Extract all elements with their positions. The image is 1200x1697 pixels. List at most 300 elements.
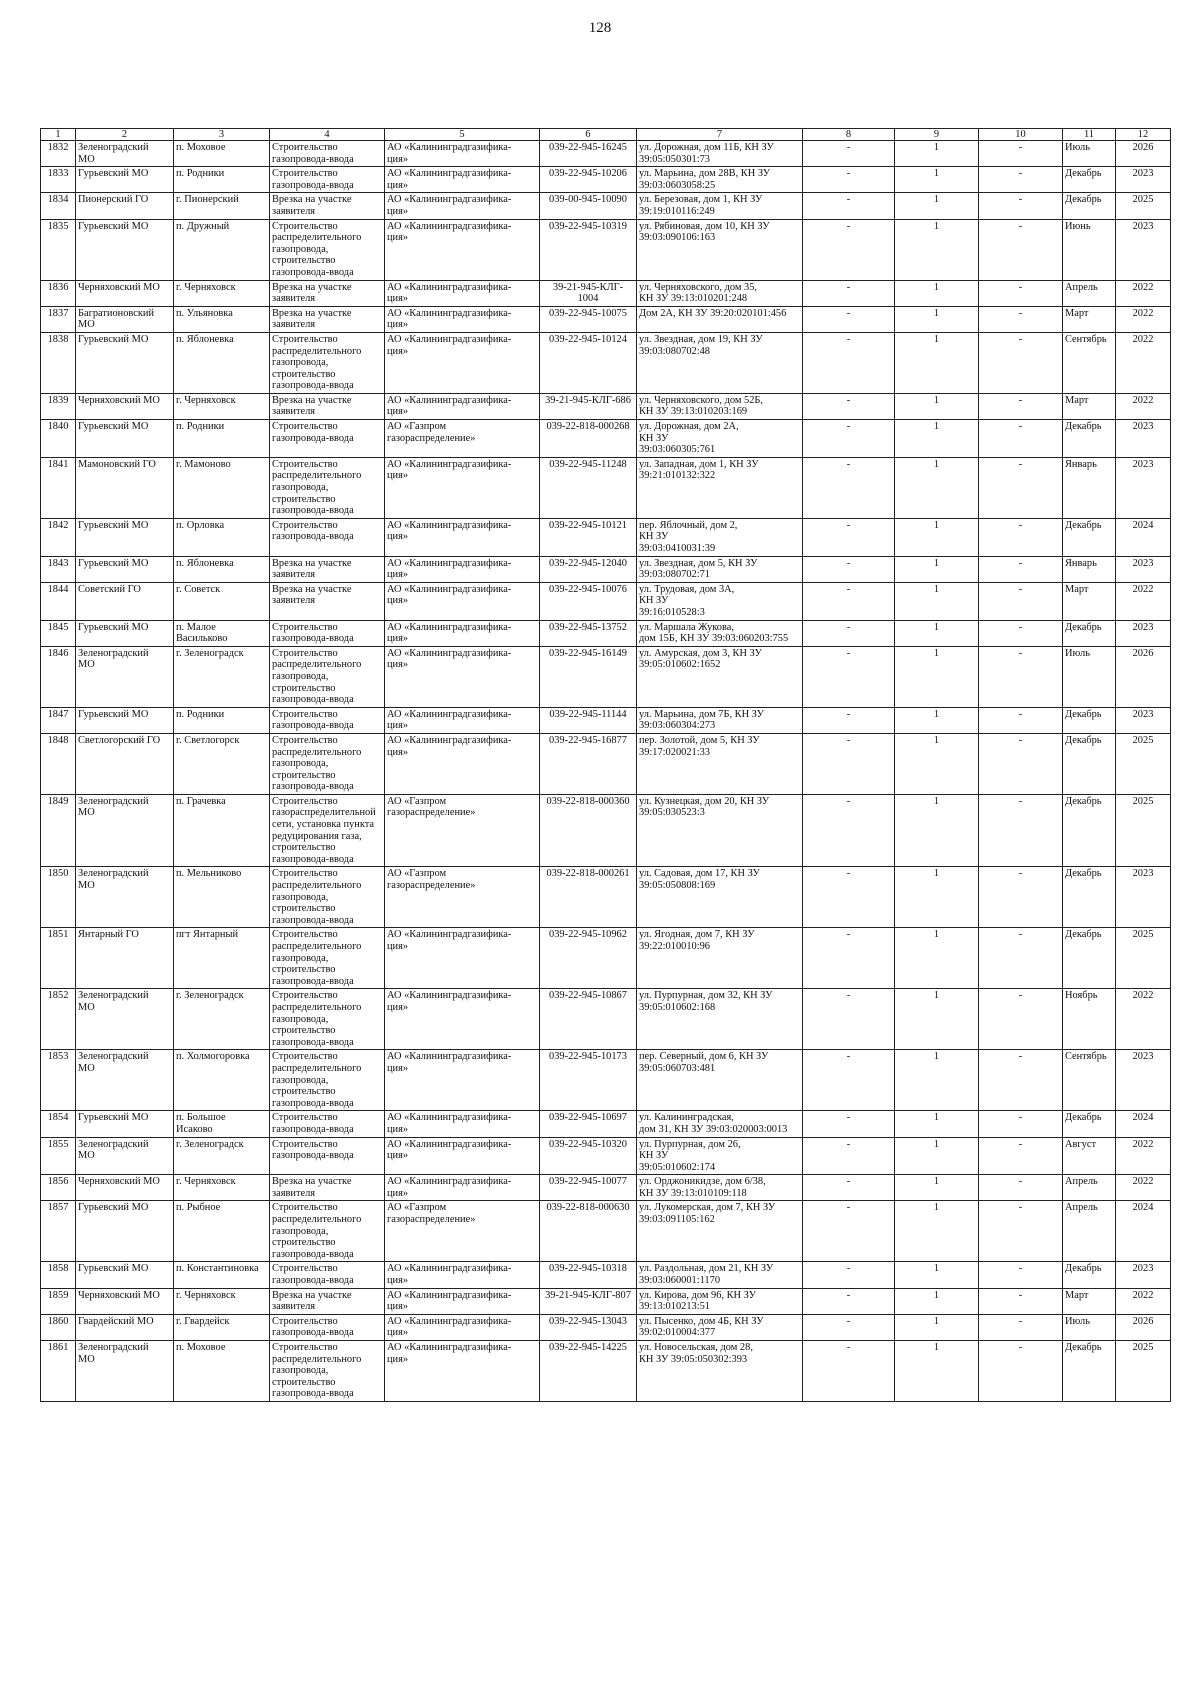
col10-cell: -	[979, 556, 1063, 582]
organization-cell	[385, 167, 540, 193]
settlement-cell	[174, 1111, 270, 1137]
cell-line: распределительного	[272, 1001, 362, 1013]
table-row	[41, 733, 1171, 794]
address-cell	[637, 457, 803, 518]
col10-cell: -	[979, 393, 1063, 419]
settlement-cell	[174, 556, 270, 582]
cell-line: п. Яблоневка	[176, 333, 234, 345]
table-row	[41, 928, 1171, 989]
cell-line: Гурьевский МО	[78, 621, 149, 633]
col8-cell: -	[803, 1137, 895, 1175]
cell-line: АО «Калининградгазифика-	[387, 307, 512, 319]
cell-line: г. Зеленоградск	[176, 990, 244, 1002]
request-code-cell: 039-22-945-12040	[540, 556, 637, 582]
table-row	[41, 1137, 1171, 1175]
cell-line: Врезка на участке	[272, 307, 352, 319]
cell-line: п. Рыбное	[176, 1202, 221, 1214]
address-cell	[637, 393, 803, 419]
cell-line: г. Светлогорск	[176, 734, 240, 746]
year-cell: 2025	[1116, 794, 1171, 867]
settlement-cell	[174, 733, 270, 794]
work-type-cell	[270, 420, 385, 458]
cell-line: п. Холмогоровка	[176, 1051, 250, 1063]
col8-cell: -	[803, 420, 895, 458]
year-cell: 2022	[1116, 280, 1171, 306]
year-cell: 2022	[1116, 1137, 1171, 1175]
district-cell	[76, 457, 174, 518]
cell-line: ул. Орджоникидзе, дом 6/38,	[639, 1176, 766, 1188]
request-code-cell: 039-00-945-10090	[540, 193, 637, 219]
column-header: 10	[979, 129, 1063, 141]
cell-line: 39:03:0410031:39	[639, 543, 716, 554]
district-cell	[76, 646, 174, 707]
col9-cell: 1	[895, 582, 979, 620]
col9-cell: 1	[895, 141, 979, 167]
cell-line: ул. Садовая, дом 17, КН ЗУ	[639, 868, 760, 880]
organization-cell	[385, 1201, 540, 1262]
settlement-cell	[174, 1288, 270, 1314]
table-row	[41, 1175, 1171, 1201]
request-code-cell: 039-22-818-000261	[540, 867, 637, 928]
settlement-cell	[174, 306, 270, 332]
col10-cell: -	[979, 457, 1063, 518]
settlement-cell	[174, 219, 270, 280]
address-cell	[637, 1314, 803, 1340]
cell-line: ул. Пурпурная, дом 32, КН ЗУ	[639, 990, 773, 1002]
cell-line: 39:13:010213:51	[639, 1301, 711, 1313]
month-cell: Ноябрь	[1063, 989, 1116, 1050]
district-cell	[76, 556, 174, 582]
cell-line: ул. Пысенко, дом 4Б, КН ЗУ	[639, 1315, 764, 1327]
col8-cell: -	[803, 1201, 895, 1262]
work-type-cell	[270, 219, 385, 280]
cell-line: МО	[78, 319, 95, 331]
page-number: 128	[588, 20, 612, 36]
cell-line: АО «Калининградгазифика-	[387, 333, 512, 345]
cell-line: Строительство	[272, 1315, 338, 1327]
cell-line: строительство	[272, 1025, 336, 1037]
cell-line: газопровода-ввода	[272, 266, 354, 278]
row-number: 1837	[41, 306, 76, 332]
organization-cell	[385, 1262, 540, 1288]
cell-line: ул. Звездная, дом 19, КН ЗУ	[639, 333, 763, 345]
year-cell: 2023	[1116, 420, 1171, 458]
cell-line: КН ЗУ 39:05:050302:393	[639, 1353, 748, 1365]
address-cell	[637, 1201, 803, 1262]
cell-line: заявителя	[272, 319, 316, 331]
cell-line: г. Гвардейск	[176, 1315, 230, 1327]
work-type-cell	[270, 733, 385, 794]
address-cell	[637, 1111, 803, 1137]
cell-line: газопровода,	[272, 1225, 329, 1237]
cell-line: АО «Газпром	[387, 868, 447, 880]
row-number: 1843	[41, 556, 76, 582]
column-header: 12	[1116, 129, 1171, 141]
request-code-cell: 39-21-945-КЛГ-807	[540, 1288, 637, 1314]
district-cell	[76, 1262, 174, 1288]
cell-line: ция»	[387, 1001, 409, 1013]
address-cell	[637, 219, 803, 280]
cell-line: п. Орловка	[176, 519, 225, 531]
address-cell	[637, 167, 803, 193]
request-code-cell: 039-22-945-10320	[540, 1137, 637, 1175]
cell-line: КН ЗУ	[639, 432, 669, 444]
work-type-cell	[270, 707, 385, 733]
organization-cell	[385, 393, 540, 419]
cell-line: ул. Новосельская, дом 28,	[639, 1342, 753, 1353]
cell-line: ул. Дорожная, дом 2А,	[639, 421, 739, 433]
request-code-cell: 039-22-945-10076	[540, 582, 637, 620]
cell-line: пгт Янтарный	[176, 929, 239, 941]
col10-cell: -	[979, 1175, 1063, 1201]
cell-line: 39:03:060305:761	[639, 444, 716, 456]
col8-cell: -	[803, 1288, 895, 1314]
cell-line: АО «Калининградгазифика-	[387, 1112, 512, 1124]
cell-line: МО	[78, 880, 95, 892]
cell-line: МО	[78, 1353, 95, 1365]
cell-line: ция»	[387, 1275, 409, 1287]
table-row	[41, 193, 1171, 219]
cell-line: распределительного	[272, 1214, 362, 1226]
year-cell: 2024	[1116, 1201, 1171, 1262]
cell-line: Зеленоградский	[78, 142, 149, 153]
col10-cell: -	[979, 1262, 1063, 1288]
cell-line: 39:17:020021:33	[639, 746, 711, 758]
cell-line: ул. Звездная, дом 5, КН ЗУ	[639, 557, 758, 569]
district-cell	[76, 1341, 174, 1402]
year-cell: 2025	[1116, 928, 1171, 989]
col8-cell: -	[803, 193, 895, 219]
cell-line: заявителя	[272, 569, 316, 581]
month-cell: Декабрь	[1063, 794, 1116, 867]
cell-line: заявителя	[272, 293, 316, 305]
year-cell: 2022	[1116, 332, 1171, 393]
year-cell: 2022	[1116, 1175, 1171, 1201]
work-type-cell	[270, 556, 385, 582]
row-number: 1842	[41, 518, 76, 556]
settlement-cell	[174, 457, 270, 518]
col8-cell: -	[803, 646, 895, 707]
address-cell	[637, 867, 803, 928]
col9-cell: 1	[895, 989, 979, 1050]
col10-cell: -	[979, 646, 1063, 707]
cell-line: АО «Калининградгазифика-	[387, 1176, 512, 1188]
organization-cell	[385, 620, 540, 646]
cell-line: МО	[78, 1150, 95, 1162]
cell-line: ция»	[387, 345, 409, 357]
cell-line: ция»	[387, 232, 409, 244]
column-header: 4	[270, 129, 385, 141]
cell-line: ция»	[387, 746, 409, 758]
address-cell	[637, 1137, 803, 1175]
cell-line: газопровода-ввода	[272, 380, 354, 392]
col8-cell: -	[803, 167, 895, 193]
cell-line: ция»	[387, 1150, 409, 1162]
settlement-cell	[174, 393, 270, 419]
table-row	[41, 332, 1171, 393]
table-row	[41, 167, 1171, 193]
settlement-cell	[174, 332, 270, 393]
row-number: 1835	[41, 219, 76, 280]
year-cell: 2024	[1116, 1111, 1171, 1137]
address-cell	[637, 332, 803, 393]
cell-line: г. Зеленоградск	[176, 1138, 244, 1150]
col10-cell: -	[979, 733, 1063, 794]
col9-cell: 1	[895, 219, 979, 280]
cell-line: 39:22:010010:96	[639, 941, 711, 952]
work-type-cell	[270, 1341, 385, 1402]
settlement-cell	[174, 193, 270, 219]
cell-line: г. Черняховск	[176, 1176, 236, 1188]
cell-line: распределительного	[272, 232, 362, 244]
cell-line: газопровода-ввода	[272, 720, 354, 732]
district-cell	[76, 1111, 174, 1137]
cell-line: Зеленоградский	[78, 1342, 149, 1353]
cell-line: 39:03:080702:71	[639, 569, 711, 581]
cell-line: ция»	[387, 470, 409, 482]
cell-line: распределительного	[272, 941, 362, 952]
district-cell	[76, 141, 174, 167]
address-cell	[637, 646, 803, 707]
table-row	[41, 306, 1171, 332]
cell-line: Строительство	[272, 990, 338, 1002]
cell-line: 39:05:010602:174	[639, 1161, 716, 1173]
address-cell	[637, 1262, 803, 1288]
organization-cell	[385, 332, 540, 393]
work-type-cell	[270, 1201, 385, 1262]
year-cell: 2026	[1116, 141, 1171, 167]
column-header: 3	[174, 129, 270, 141]
col10-cell: -	[979, 1050, 1063, 1111]
column-header: 7	[637, 129, 803, 141]
cell-line: Черняховский МО	[78, 394, 160, 406]
month-cell: Декабрь	[1063, 167, 1116, 193]
cell-line: ция»	[387, 1187, 409, 1199]
month-cell: Декабрь	[1063, 707, 1116, 733]
settlement-cell	[174, 620, 270, 646]
cell-line: АО «Калининградгазифика-	[387, 929, 512, 941]
month-cell: Июль	[1063, 646, 1116, 707]
cell-line: Строительство	[272, 421, 338, 433]
col9-cell: 1	[895, 457, 979, 518]
district-cell	[76, 620, 174, 646]
cell-line: Исаково	[176, 1123, 213, 1135]
cell-line: Гурьевский МО	[78, 708, 149, 720]
row-number: 1858	[41, 1262, 76, 1288]
cell-line: ция»	[387, 633, 409, 645]
cell-line: 39:03:0603058:25	[639, 179, 716, 191]
cell-line: АО «Калининградгазифика-	[387, 1315, 512, 1327]
cell-line: газопровода-ввода	[272, 1388, 354, 1400]
column-header: 5	[385, 129, 540, 141]
district-cell	[76, 867, 174, 928]
request-code-cell: 039-22-818-000268	[540, 420, 637, 458]
cell-line: АО «Калининградгазифика-	[387, 142, 512, 153]
col10-cell: -	[979, 518, 1063, 556]
year-cell: 2025	[1116, 193, 1171, 219]
address-cell	[637, 518, 803, 556]
table-row	[41, 989, 1171, 1050]
organization-cell	[385, 1111, 540, 1137]
cell-line: АО «Калининградгазифика-	[387, 708, 512, 720]
col8-cell: -	[803, 707, 895, 733]
cell-line: Врезка на участке	[272, 1289, 352, 1301]
work-type-cell	[270, 989, 385, 1050]
cell-line: Зеленоградский	[78, 1051, 149, 1063]
cell-line: г. Черняховск	[176, 1289, 236, 1301]
cell-line: п. Родники	[176, 421, 225, 433]
col8-cell: -	[803, 1111, 895, 1137]
work-type-cell	[270, 280, 385, 306]
year-cell: 2022	[1116, 582, 1171, 620]
col10-cell: -	[979, 794, 1063, 867]
work-type-cell	[270, 1111, 385, 1137]
cell-line: Багратионовский	[78, 307, 155, 319]
address-cell	[637, 1050, 803, 1111]
district-cell	[76, 518, 174, 556]
cell-line: 39:02:010004:377	[639, 1327, 716, 1339]
col10-cell: -	[979, 219, 1063, 280]
col9-cell: 1	[895, 928, 979, 989]
cell-line: распределительного	[272, 470, 362, 482]
col9-cell: 1	[895, 620, 979, 646]
cell-line: МО	[78, 1062, 95, 1074]
request-code-cell: 039-22-945-16149	[540, 646, 637, 707]
settlement-cell	[174, 1175, 270, 1201]
cell-line: п. Моховое	[176, 142, 226, 153]
organization-cell	[385, 1175, 540, 1201]
cell-line: АО «Калининградгазифика-	[387, 281, 512, 293]
district-cell	[76, 306, 174, 332]
request-code-cell: 39-21-945-КЛГ-686	[540, 393, 637, 419]
year-cell: 2022	[1116, 306, 1171, 332]
col10-cell: -	[979, 306, 1063, 332]
column-header: 6	[540, 129, 637, 141]
work-type-cell	[270, 646, 385, 707]
organization-cell	[385, 1137, 540, 1175]
cell-line: 39:03:090106:163	[639, 232, 716, 244]
row-number: 1854	[41, 1111, 76, 1137]
cell-line: строительство	[272, 903, 336, 915]
month-cell: Декабрь	[1063, 420, 1116, 458]
organization-cell	[385, 1288, 540, 1314]
organization-cell	[385, 1050, 540, 1111]
month-cell: Апрель	[1063, 1201, 1116, 1262]
cell-line: строительство	[272, 493, 336, 505]
organization-cell	[385, 141, 540, 167]
col10-cell: -	[979, 1111, 1063, 1137]
cell-line: газопровода,	[272, 243, 329, 255]
month-cell: Декабрь	[1063, 867, 1116, 928]
work-type-cell	[270, 332, 385, 393]
cell-line: строительство	[272, 368, 336, 380]
work-type-cell	[270, 306, 385, 332]
settlement-cell	[174, 1050, 270, 1111]
cell-line: газораспределение»	[387, 807, 476, 819]
cell-line: АО «Калининградгазифика-	[387, 621, 512, 633]
col10-cell: -	[979, 1288, 1063, 1314]
cell-line: АО «Калининградгазифика-	[387, 458, 512, 470]
cell-line: Мамоновский ГО	[78, 458, 156, 470]
year-cell: 2023	[1116, 167, 1171, 193]
request-code-cell: 039-22-945-10206	[540, 167, 637, 193]
district-cell	[76, 1314, 174, 1340]
year-cell: 2023	[1116, 219, 1171, 280]
month-cell: Декабрь	[1063, 733, 1116, 794]
request-code-cell: 039-22-945-10077	[540, 1175, 637, 1201]
cell-line: АО «Калининградгазифика-	[387, 1138, 512, 1150]
cell-line: газопровода-ввода	[272, 179, 354, 191]
organization-cell	[385, 420, 540, 458]
col10-cell: -	[979, 1314, 1063, 1340]
cell-line: Строительство	[272, 333, 338, 345]
district-cell	[76, 733, 174, 794]
cell-line: газопровода,	[272, 1013, 329, 1025]
work-type-cell	[270, 1262, 385, 1288]
district-cell	[76, 1050, 174, 1111]
year-cell: 2025	[1116, 1341, 1171, 1402]
year-cell: 2025	[1116, 733, 1171, 794]
cell-line: Гурьевский МО	[78, 1202, 149, 1214]
cell-line: ул. Калининградская,	[639, 1112, 734, 1124]
organization-cell	[385, 457, 540, 518]
settlement-cell	[174, 1262, 270, 1288]
cell-line: Гвардейский МО	[78, 1315, 154, 1327]
district-cell	[76, 582, 174, 620]
table-row	[41, 1050, 1171, 1111]
row-number: 1841	[41, 457, 76, 518]
month-cell: Декабрь	[1063, 620, 1116, 646]
cell-line: Строительство	[272, 708, 338, 720]
cell-line: Строительство	[272, 220, 338, 232]
district-cell	[76, 1175, 174, 1201]
col10-cell: -	[979, 582, 1063, 620]
row-number: 1850	[41, 867, 76, 928]
table-row	[41, 1262, 1171, 1288]
request-code-cell: 039-22-945-10173	[540, 1050, 637, 1111]
organization-cell	[385, 1314, 540, 1340]
month-cell: Декабрь	[1063, 1262, 1116, 1288]
cell-line: газопровода-ввода	[272, 1248, 354, 1260]
month-cell: Март	[1063, 306, 1116, 332]
cell-line: Гурьевский МО	[78, 168, 149, 180]
cell-line: 39:03:060304:273	[639, 720, 716, 732]
header-row	[41, 129, 1171, 141]
col8-cell: -	[803, 794, 895, 867]
cell-line: газопровода,	[272, 482, 329, 494]
work-type-cell	[270, 867, 385, 928]
cell-line: Строительство	[272, 1202, 338, 1214]
cell-line: Черняховский МО	[78, 1176, 160, 1188]
cell-line: газопровода-ввода	[272, 153, 354, 165]
address-cell	[637, 306, 803, 332]
cell-line: п. Родники	[176, 168, 225, 180]
month-cell: Апрель	[1063, 1175, 1116, 1201]
work-type-cell	[270, 1288, 385, 1314]
cell-line: Гурьевский МО	[78, 220, 149, 232]
cell-line: газопровода,	[272, 670, 329, 682]
table-row	[41, 582, 1171, 620]
col9-cell: 1	[895, 733, 979, 794]
col9-cell: 1	[895, 167, 979, 193]
col8-cell: -	[803, 457, 895, 518]
address-cell	[637, 582, 803, 620]
cell-line: ция»	[387, 1301, 409, 1313]
cell-line: АО «Калининградгазифика-	[387, 220, 512, 232]
col8-cell: -	[803, 332, 895, 393]
cell-line: Строительство	[272, 519, 338, 531]
cell-line: МО	[78, 1001, 95, 1013]
